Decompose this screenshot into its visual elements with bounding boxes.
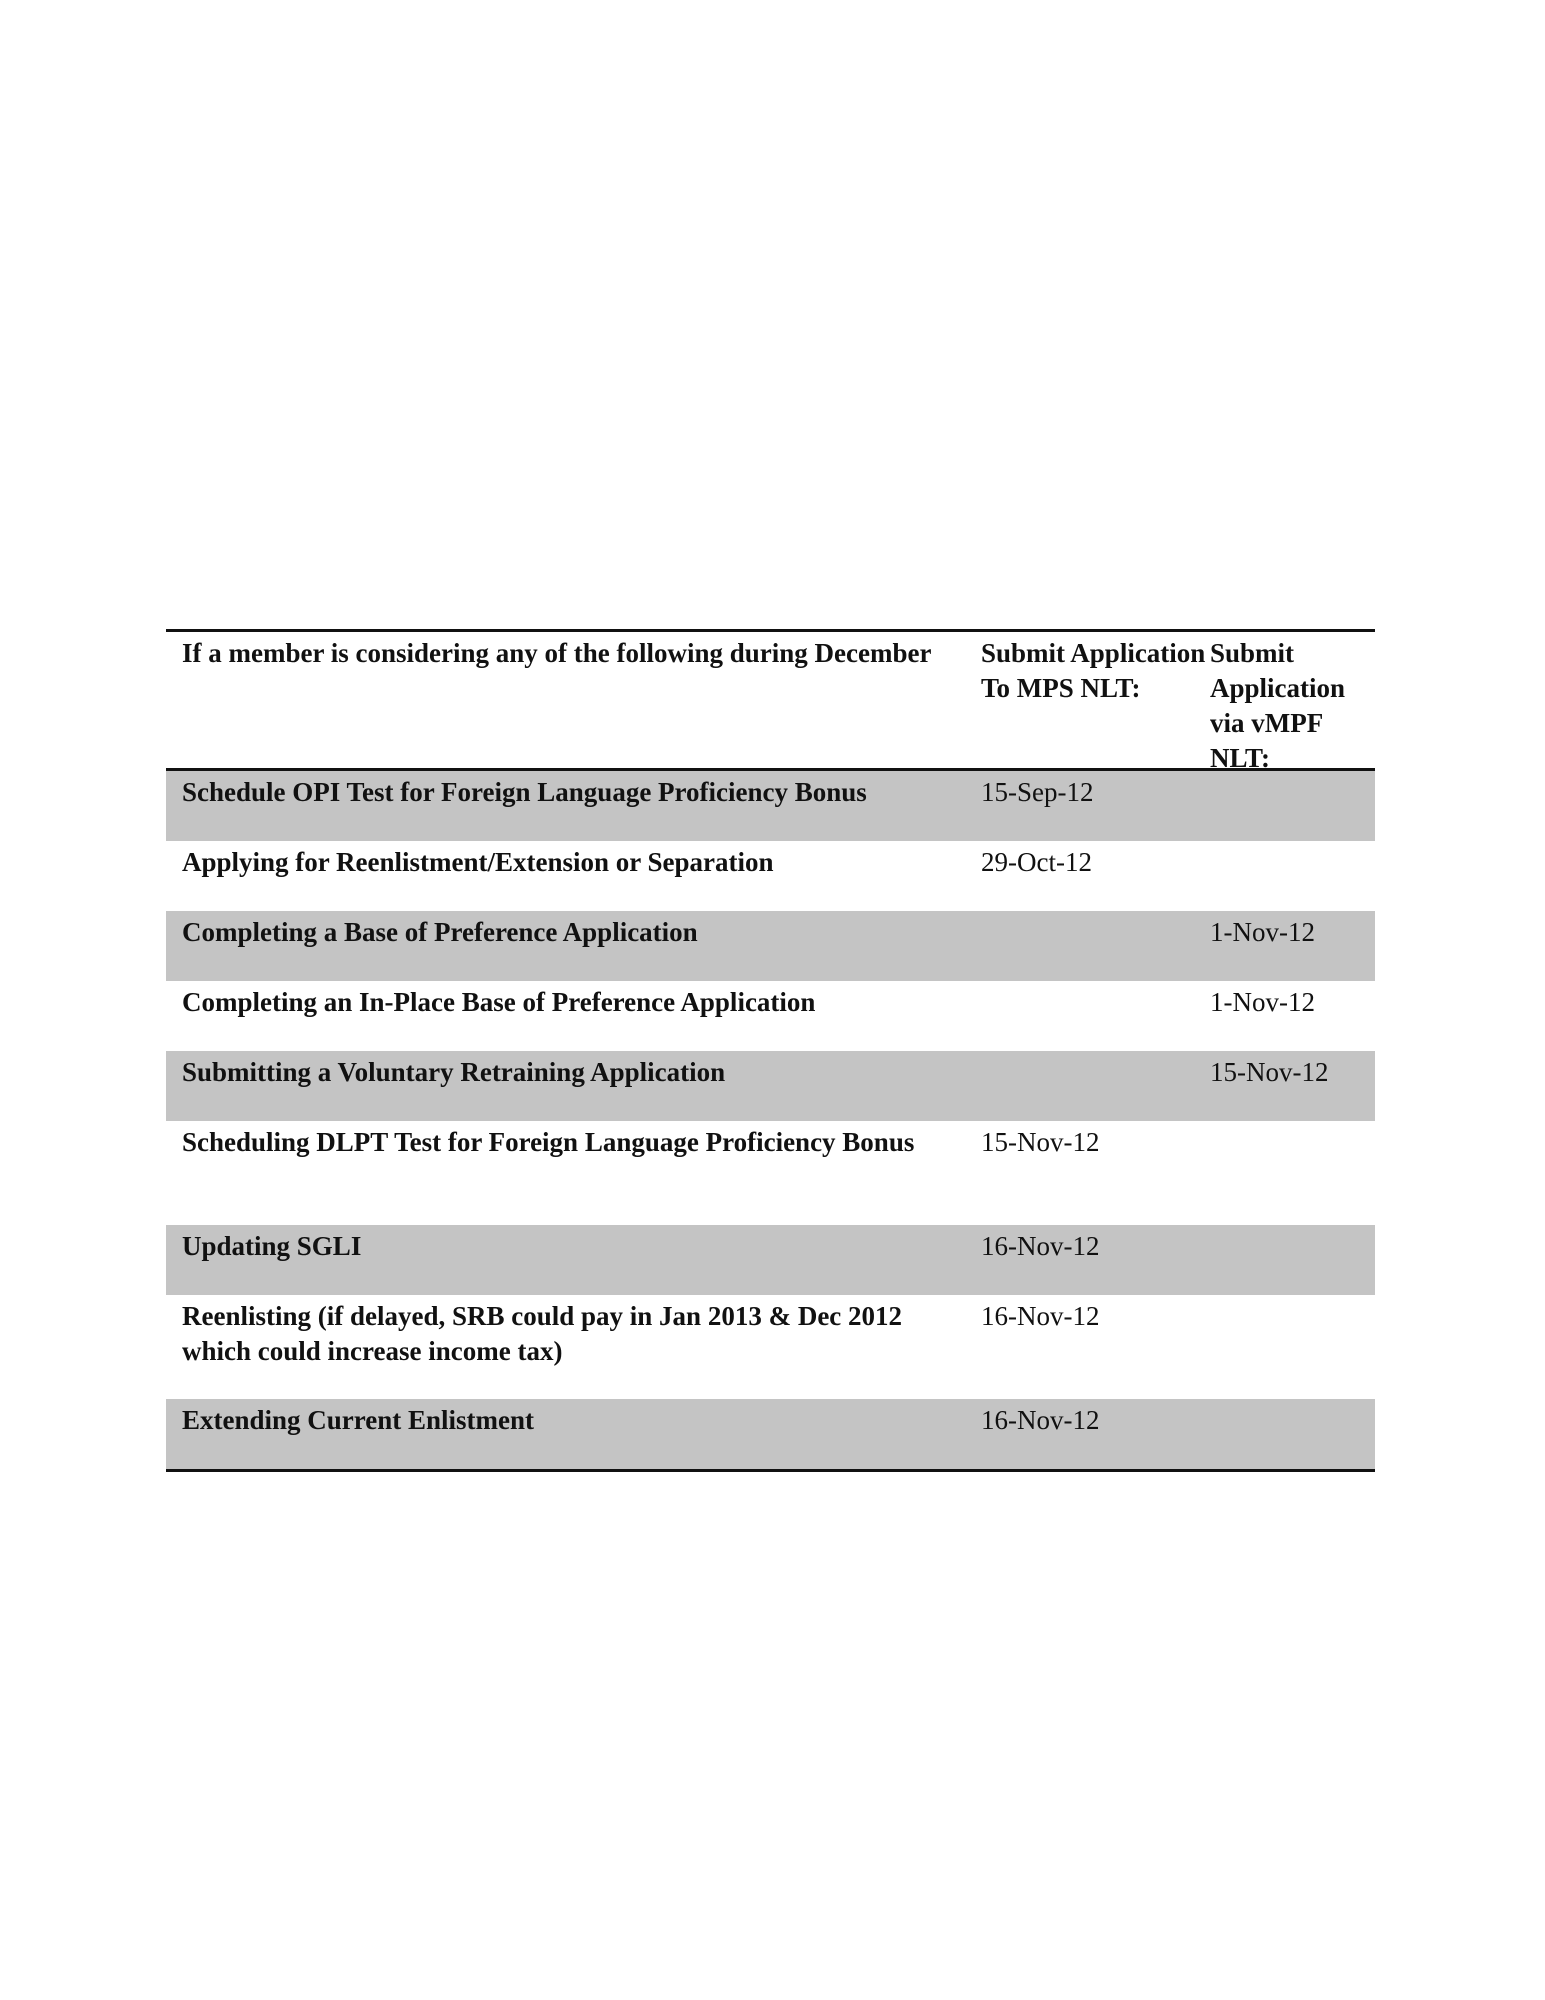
activity-cell: Completing a Base of Preference Application: [182, 917, 698, 947]
vmpf-date-cell: [1210, 771, 1375, 841]
mps-date-cell: [981, 981, 1210, 1051]
vmpf-date-cell: [1210, 1399, 1375, 1469]
activity-cell: Extending Current Enlistment: [182, 1405, 535, 1435]
vmpf-date-cell: [1210, 841, 1375, 911]
vmpf-date-cell: 1-Nov-12: [1210, 987, 1315, 1017]
vmpf-date-cell: 15-Nov-12: [1210, 1057, 1329, 1087]
mps-date-cell: 15-Nov-12: [981, 1127, 1100, 1157]
mps-date-cell: 15-Sep-12: [981, 777, 1094, 807]
table-row: [166, 1225, 1375, 1295]
vmpf-date-cell: [1210, 1225, 1375, 1295]
activity-cell: Submitting a Voluntary Retraining Application: [182, 1057, 726, 1087]
activity-cell: Schedule OPI Test for Foreign Language Proficiency Bonus: [182, 777, 867, 807]
mps-date-cell: [981, 1051, 1210, 1121]
vmpf-date-cell: [1210, 1295, 1375, 1399]
activity-cell: Updating SGLI: [182, 1231, 362, 1261]
activity-cell: Applying for Reenlistment/Extension or Separation: [182, 847, 774, 877]
mps-date-cell: 16-Nov-12: [981, 1405, 1100, 1435]
header-activity: If a member is considering any of the following during December: [182, 638, 932, 668]
activity-cell: Reenlisting (if delayed, SRB could pay in Jan 2013 & Dec 2012 which could increase income tax): [182, 1301, 903, 1366]
activity-cell: Scheduling DLPT Test for Foreign Language Proficiency Bonus: [182, 1127, 915, 1157]
table-row: [166, 1295, 1375, 1399]
mps-date-cell: 16-Nov-12: [981, 1301, 1100, 1331]
header-submit-vmpf: Submit Application via vMPF NLT:: [1210, 638, 1346, 773]
table-row: [166, 771, 1375, 841]
table-row: [166, 1399, 1375, 1469]
header-submit-mps: Submit Application To MPS NLT:: [981, 638, 1206, 703]
mps-date-cell: 29-Oct-12: [981, 847, 1092, 877]
vmpf-date-cell: [1210, 1121, 1375, 1225]
table-row: [166, 841, 1375, 911]
vmpf-date-cell: 1-Nov-12: [1210, 917, 1315, 947]
deadline-table: [166, 629, 1375, 1472]
activity-cell: Completing an In-Place Base of Preference Application: [182, 987, 816, 1017]
table-row: [166, 1051, 1375, 1121]
table-header-row: [166, 632, 1375, 771]
table-row: [166, 911, 1375, 981]
table-row: [166, 1121, 1375, 1225]
mps-date-cell: 16-Nov-12: [981, 1231, 1100, 1261]
table-row: [166, 981, 1375, 1051]
mps-date-cell: [981, 911, 1210, 981]
